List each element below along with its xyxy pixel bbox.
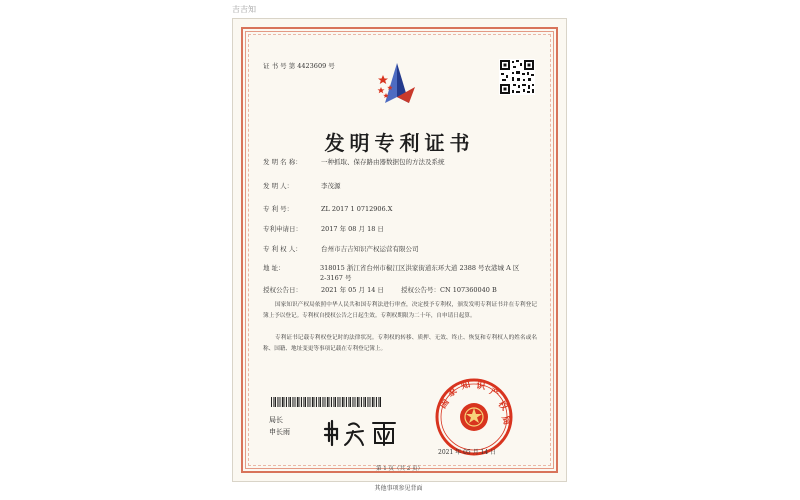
certificate-title: 发明专利证书 [324, 131, 475, 155]
field-value: 一种抓取、保存路由器数据包的方法及系统 [321, 158, 445, 166]
field-value: ZL 2017 1 0712906.X [321, 205, 393, 213]
svg-text:局: 局 [499, 414, 512, 427]
barcode-icon [271, 397, 381, 407]
field-application-date [263, 224, 384, 234]
official-seal-icon [434, 377, 514, 457]
field-label: 专利申请日： [263, 225, 302, 233]
svg-text:知: 知 [460, 379, 472, 392]
watermark-text: 吉吉知 [232, 5, 256, 14]
field-inventor [263, 181, 341, 191]
field-address [263, 263, 321, 273]
svg-text:家: 家 [445, 386, 460, 400]
field-value: CN 107360040 B [440, 286, 497, 294]
field-invention-name [263, 157, 445, 167]
field-label: 专 利 权 人： [263, 245, 302, 253]
field-value: 2017 年 08 月 18 日 [321, 225, 384, 233]
field-grant [263, 285, 497, 295]
field-value: 李茂源 [321, 182, 341, 190]
address-value: 318015 浙江省台州市椒江区洪家街道东环大道 2388 号农港城 A 区 2-3167 号 [320, 264, 520, 282]
field-label: 地 址： [263, 264, 285, 272]
field-patent-number [263, 204, 392, 214]
seal-date: 2021 年 05 月 14 日 [438, 449, 497, 456]
patent-office-emblem-icon [375, 57, 425, 113]
certificate-sheet [232, 18, 567, 482]
svg-text:国: 国 [438, 397, 452, 411]
footer-note: 其他事项参见背面 [374, 485, 423, 492]
field-value: 2021 年 05 月 14 日 [321, 286, 384, 294]
paragraph-legal-status: 专利证书记载专利权登记时的法律状况。专利权的转移、质押、无效、终止、恢复和专利权人的姓名或名称、国籍、地址变更等事项记载在专利登记簿上。 [263, 335, 537, 352]
svg-text:权: 权 [495, 399, 510, 413]
field-label: 发 明 人： [263, 182, 294, 190]
page-number: 第 1 页（共 2 页） [376, 466, 423, 472]
director-title-label: 局长 [269, 416, 283, 424]
field-label: 专 利 号： [263, 205, 294, 213]
field-value: 台州市吉吉知识产权运营有限公司 [321, 245, 419, 253]
field-label: 授权公告号： [401, 286, 440, 294]
handwritten-signature-icon [323, 417, 401, 447]
svg-text:识: 识 [475, 381, 486, 393]
certificate-number: 证 书 号 第 4423609 号 [263, 62, 335, 70]
director-name-label: 申长雨 [269, 428, 290, 436]
field-label: 授权公告日： [263, 286, 302, 294]
paragraph-grant-statement: 国家知识产权局依照中华人民共和国专利法进行审查，决定授予专利权，颁发发明专利证书并在专利登记簿上予以登记。专利权自授权公告之日起生效。专利权期限为二十年，自申请日起算。 [263, 302, 537, 319]
svg-text:产: 产 [487, 386, 501, 401]
field-patentee [263, 244, 419, 254]
field-label: 发 明 名 称： [263, 158, 302, 166]
qr-code-icon [499, 59, 535, 95]
